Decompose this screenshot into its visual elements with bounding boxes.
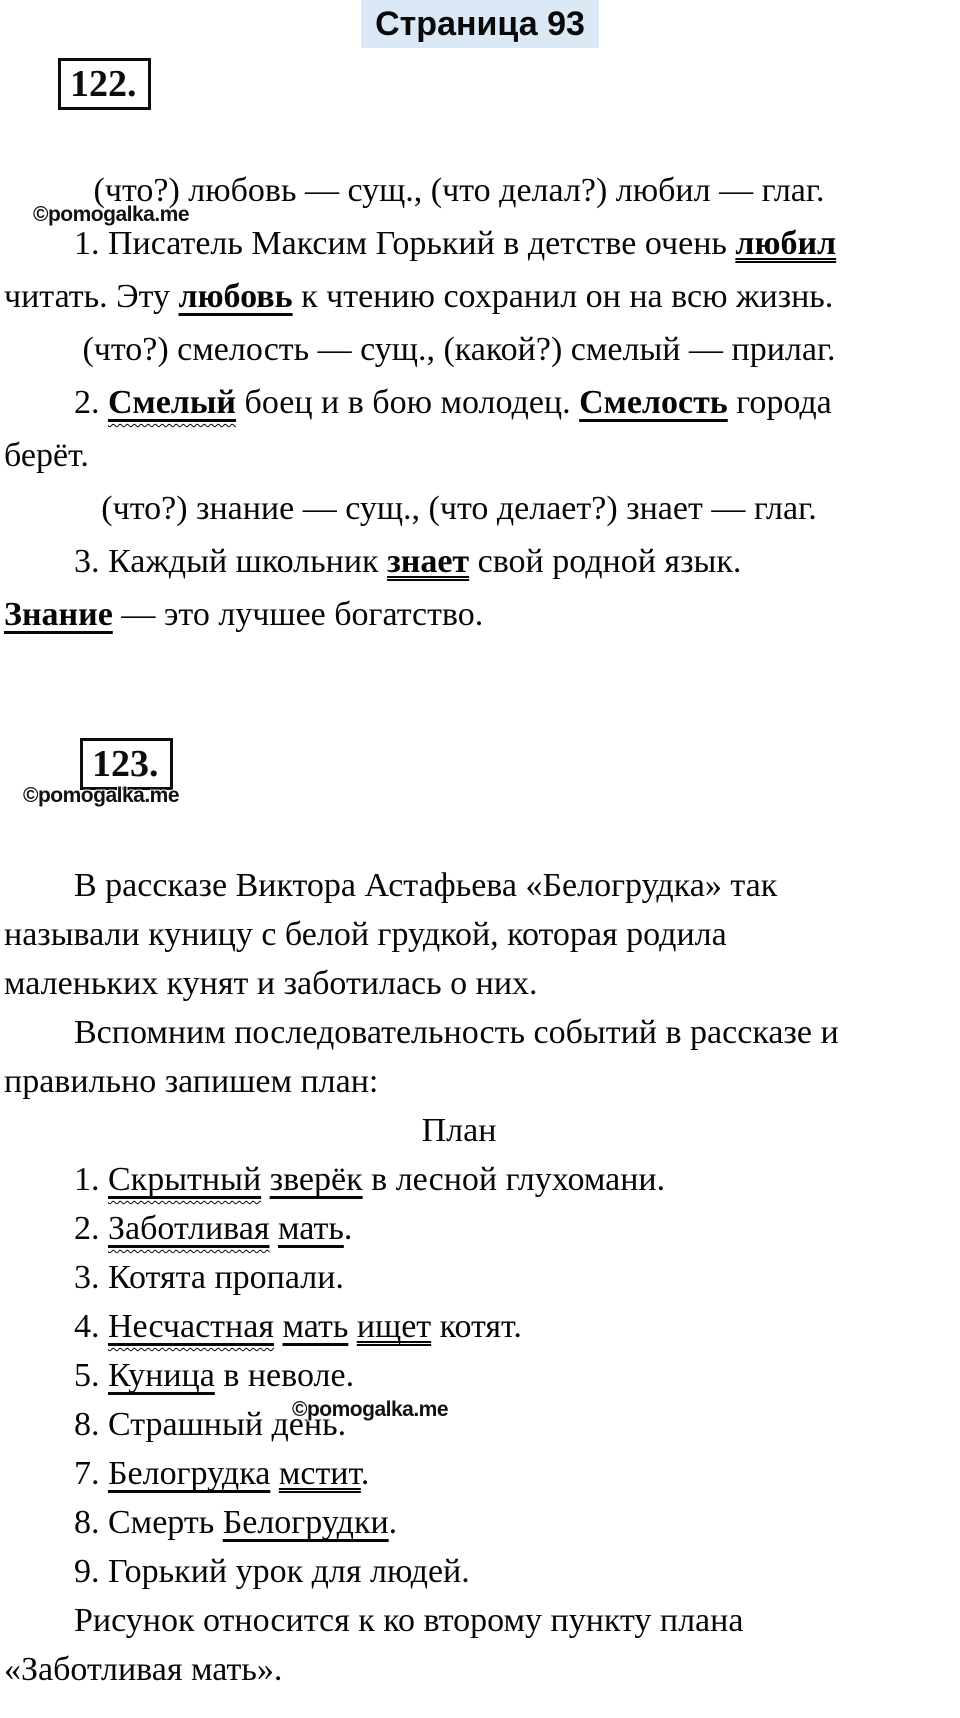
text-segment: зверёк: [269, 1161, 363, 1198]
text-segment: берёт.: [4, 437, 89, 474]
page-title: Страница 93: [361, 0, 599, 48]
text-segment: Знание: [4, 596, 113, 633]
text-segment: 9. Горький урок для людей.: [74, 1553, 470, 1590]
exercise-123-number: 123.: [92, 743, 159, 785]
text-segment: Куница: [108, 1357, 215, 1394]
wavy-underline-segment: Несчастная: [108, 1308, 274, 1345]
text-line: [4, 1449, 954, 1498]
text-segment: 8. Смерть: [74, 1504, 223, 1541]
text-line: [4, 429, 954, 482]
text-segment: В рассказе Виктора Астафьева «Белогрудка» так: [74, 867, 778, 904]
text-line: [4, 1498, 954, 1547]
text-segment: маленьких кунят и заботилась о них.: [4, 965, 538, 1002]
text-segment: Рисунок относится к ко второму пункту плана: [74, 1602, 744, 1639]
text-segment: 2.: [74, 1210, 108, 1247]
text-line: [4, 1155, 954, 1204]
text-segment: 8. Страшный день.: [74, 1406, 347, 1443]
exercise-123-content: [0, 861, 954, 1694]
watermark-pomogalka-middle: ©pomogalka.me: [23, 784, 180, 807]
exercise-122-number: 122.: [70, 63, 137, 105]
text-line: [4, 910, 954, 959]
text-segment: называли куницу с белой грудкой, которая родила: [4, 916, 727, 953]
text-segment: боец и в бою молодец.: [236, 384, 580, 421]
text-line: [4, 1008, 954, 1057]
text-segment: 1. Писатель Максим Горький в детстве очень: [74, 225, 736, 262]
text-segment: в неволе.: [214, 1357, 355, 1394]
text-segment: 1.: [74, 1161, 108, 1198]
text-segment: [348, 1308, 357, 1345]
wavy-underline-segment: Скрытный: [108, 1161, 262, 1198]
text-line: [4, 1106, 954, 1155]
text-line: [4, 861, 954, 910]
text-segment: в лесной глухомани.: [362, 1161, 666, 1198]
text-segment: (что?) любовь — сущ., (что делал?) любил — глаг.: [93, 172, 825, 209]
text-segment: мстит: [278, 1455, 361, 1492]
text-segment: к чтению сохранил он на всю жизнь.: [292, 278, 834, 315]
text-segment: .: [343, 1210, 353, 1247]
text-line: [4, 1204, 954, 1253]
page-header: [0, 0, 960, 48]
text-line: [4, 959, 954, 1008]
watermark-pomogalka-top: ©pomogalka.me: [33, 203, 190, 226]
text-segment: 4.: [74, 1308, 108, 1345]
text-segment: [108, 1210, 269, 1247]
text-segment: любовь: [178, 278, 293, 315]
text-line: [4, 1057, 954, 1106]
wavy-underline-segment: Заботливая: [108, 1210, 270, 1247]
text-line: [4, 1400, 954, 1449]
text-segment: [108, 1308, 274, 1345]
text-line: [4, 535, 954, 588]
text-segment: города: [727, 384, 832, 421]
text-line: [4, 1253, 954, 1302]
text-line: [4, 1302, 954, 1351]
text-line: [4, 1547, 954, 1596]
wavy-underline-segment: Смелый: [108, 384, 237, 421]
text-line: [4, 588, 954, 641]
text-segment: «Заботливая мать».: [4, 1651, 283, 1688]
text-line: [4, 323, 954, 376]
text-line: [4, 376, 954, 429]
text-segment: любил: [735, 225, 837, 262]
text-segment: [108, 384, 236, 421]
text-segment: (что?) смелость — сущ., (какой?) смелый — прилаг.: [82, 331, 836, 368]
text-segment: 7.: [74, 1455, 108, 1492]
text-line: [4, 1645, 954, 1694]
text-segment: 2.: [74, 384, 108, 421]
text-line: [4, 270, 954, 323]
text-segment: мать: [282, 1308, 349, 1345]
exercise-122-number-box: [58, 58, 151, 110]
text-line: [4, 482, 954, 535]
text-segment: 3. Котята пропали.: [74, 1259, 344, 1296]
text-segment: Белогрудки: [222, 1504, 389, 1541]
exercise-123-number-box: [80, 738, 173, 790]
text-segment: [261, 1161, 270, 1198]
text-segment: (что?) знание — сущ., (что делает?) знает — глаг.: [101, 490, 817, 527]
text-segment: свой родной язык.: [469, 543, 742, 580]
text-segment: правильно запишем план:: [4, 1063, 379, 1100]
text-segment: — это лучшее богатство.: [112, 596, 484, 633]
exercise-122-content: [0, 164, 954, 641]
text-segment: Смелость: [579, 384, 728, 421]
text-segment: мать: [277, 1210, 344, 1247]
text-segment: .: [360, 1455, 370, 1492]
text-segment: .: [388, 1504, 398, 1541]
text-segment: читать. Эту: [4, 278, 179, 315]
text-segment: ищет: [356, 1308, 432, 1345]
text-segment: 5.: [74, 1357, 108, 1394]
text-segment: Вспомним последовательность событий в рассказе и: [74, 1014, 839, 1051]
text-segment: котят.: [431, 1308, 522, 1345]
text-line: [4, 1596, 954, 1645]
text-segment: 3. Каждый школьник: [74, 543, 388, 580]
watermark-pomogalka-bottom: ©pomogalka.me: [292, 1398, 449, 1421]
text-segment: План: [421, 1112, 497, 1149]
text-segment: Белогрудка: [108, 1455, 271, 1492]
text-line: [4, 1351, 954, 1400]
text-segment: [269, 1210, 278, 1247]
text-segment: знает: [387, 543, 470, 580]
text-segment: [108, 1161, 261, 1198]
text-segment: [270, 1455, 279, 1492]
